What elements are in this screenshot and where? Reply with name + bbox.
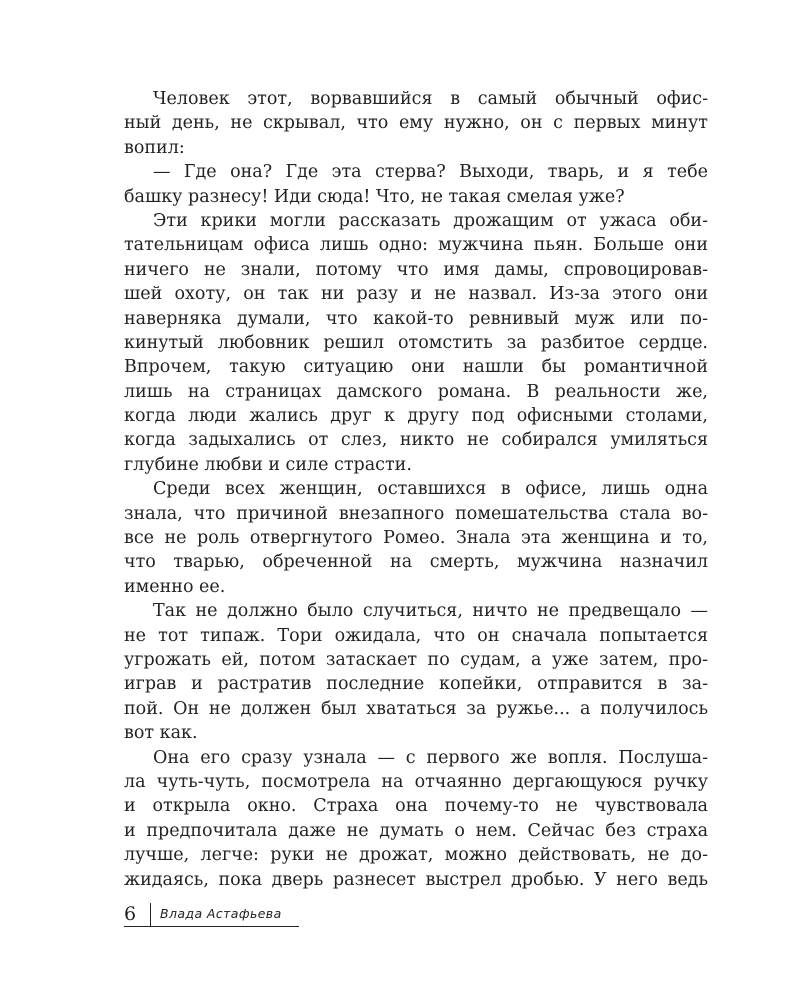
text-line: наверняка думали, что какой-то ревнивый муж или по- bbox=[124, 308, 708, 329]
text-line: башку разнесу! Иди сюда! Что, не такая смелая уже? bbox=[124, 186, 625, 207]
page-footer bbox=[124, 903, 299, 927]
footer-divider bbox=[150, 903, 151, 927]
text-line: пой. Он не должен был хвататься за ружье... а получилось bbox=[124, 698, 708, 719]
text-line: знала, что причиной внезапного помешательства стала во- bbox=[124, 503, 708, 524]
text-line: Так не должно было случиться, ничто не предвещало — bbox=[153, 601, 708, 622]
text-line: ла чуть-чуть, посмотрела на отчаянно дергающуюся ручку bbox=[124, 771, 708, 792]
text-line: — Где она? Где эта стерва? Выходи, тварь, и я тебе bbox=[153, 162, 708, 183]
text-line: Эти крики могли рассказать дрожащим от ужаса оби- bbox=[153, 210, 708, 231]
text-line: тательницам офиса лишь одно: мужчина пьян. Больше они bbox=[124, 235, 708, 256]
text-line: угрожать ей, потом затаскает по судам, а уже затем, про- bbox=[124, 649, 708, 670]
text-line: кинутый любовник решил отомстить за разбитое сердце. bbox=[124, 332, 708, 353]
text-line: жидаясь, пока дверь разнесет выстрел дробью. У него ведь bbox=[124, 869, 708, 890]
text-line: именно ее. bbox=[124, 576, 226, 597]
text-line: вот как. bbox=[124, 723, 198, 744]
page-number: 6 bbox=[124, 903, 137, 925]
text-line: лишь на страницах дамского романа. В реальности же, bbox=[124, 381, 708, 402]
text-line: шей охоту, он так ни разу и не назвал. Из-за этого они bbox=[124, 284, 708, 305]
text-line: когда задыхались от слез, никто не собирался умиляться bbox=[124, 430, 708, 451]
text-line: играв и растратив последние копейки, отправится в за- bbox=[124, 674, 708, 695]
text-line: Среди всех женщин, оставшихся в офисе, лишь одна bbox=[153, 479, 708, 500]
text-line: ный день, не скрывал, что ему нужно, он с первых минут bbox=[124, 113, 708, 134]
text-line: Она его сразу узнала — с первого же вопля. Послуша- bbox=[153, 747, 708, 768]
text-line: Человек этот, ворвавшийся в самый обычный офис- bbox=[153, 89, 708, 109]
text-line: когда люди жались друг к другу под офисными столами, bbox=[124, 406, 708, 427]
text-line: и предпочитала даже не думать о нем. Сейчас без страха bbox=[124, 820, 708, 841]
footer-rule bbox=[124, 926, 299, 927]
text-line: Впрочем, такую ситуацию они нашли бы романтичной bbox=[124, 357, 708, 378]
text-line: и открыла окно. Страха она почему-то не чувствовала bbox=[124, 796, 708, 817]
text-line: ничего не знали, потому что имя дамы, спровоцировав- bbox=[124, 259, 708, 280]
text-line: все не роль отвергнутого Ромео. Знала эта женщина и то, bbox=[124, 528, 708, 549]
text-line: лучше, легче: руки не дрожат, можно действовать, не до- bbox=[124, 845, 708, 866]
text-line: глубине любви и силе страсти. bbox=[124, 454, 412, 475]
body-text bbox=[124, 87, 708, 892]
text-line: что тварью, обреченной на смерть, мужчина назначил bbox=[124, 552, 708, 573]
author-name: Влада Астафьева bbox=[160, 906, 282, 921]
text-line: вопил: bbox=[124, 137, 185, 158]
text-line: не тот типаж. Тори ожидала, что он сначала попытается bbox=[124, 625, 708, 646]
